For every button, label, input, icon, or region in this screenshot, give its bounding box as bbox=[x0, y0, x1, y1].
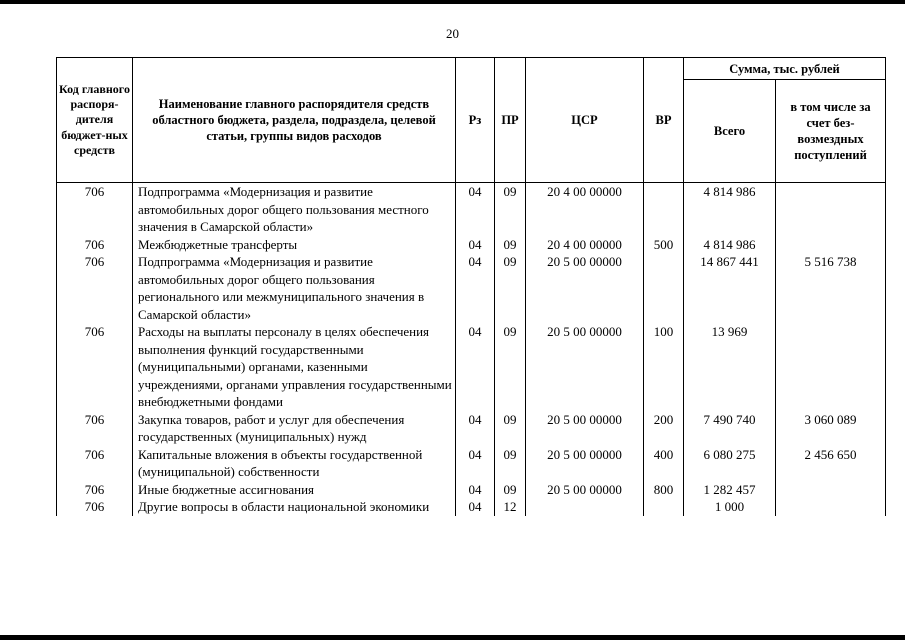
cell-total: 4 814 986 bbox=[684, 236, 776, 254]
table-row bbox=[57, 411, 886, 446]
cell-kod: 706 bbox=[57, 411, 133, 446]
header-name: Наименование главного распорядителя средств областного бюджета, раздела, подраздела, целевой статьи, группы видов расходов bbox=[133, 58, 456, 183]
bottom-border-bar bbox=[0, 635, 905, 640]
budget-table bbox=[56, 57, 886, 516]
cell-pr: 09 bbox=[495, 411, 526, 446]
table-row bbox=[57, 481, 886, 499]
cell-name: Подпрограмма «Модернизация и развитие автомобильных дорог общего пользования регионального или межмуниципального значения в Самарской области» bbox=[133, 253, 456, 323]
cell-total: 6 080 275 bbox=[684, 446, 776, 481]
table-row bbox=[57, 446, 886, 481]
header-vr: ВР bbox=[644, 58, 684, 183]
cell-name: Закупка товаров, работ и услуг для обеспечения государственных (муниципальных) нужд bbox=[133, 411, 456, 446]
cell-bez bbox=[776, 481, 886, 499]
cell-kod: 706 bbox=[57, 183, 133, 236]
cell-vr bbox=[644, 183, 684, 236]
cell-total: 14 867 441 bbox=[684, 253, 776, 323]
cell-pr: 09 bbox=[495, 446, 526, 481]
cell-vr bbox=[644, 253, 684, 323]
header-pr: ПР bbox=[495, 58, 526, 183]
cell-kod: 706 bbox=[57, 253, 133, 323]
cell-pr: 09 bbox=[495, 481, 526, 499]
cell-bez bbox=[776, 323, 886, 411]
cell-name: Подпрограмма «Модернизация и развитие автомобильных дорог общего пользования местного значения в Самарской области» bbox=[133, 183, 456, 236]
cell-bez: 5 516 738 bbox=[776, 253, 886, 323]
cell-kod: 706 bbox=[57, 481, 133, 499]
cell-kod: 706 bbox=[57, 236, 133, 254]
cell-csr: 20 5 00 00000 bbox=[526, 446, 644, 481]
cell-csr: 20 5 00 00000 bbox=[526, 253, 644, 323]
cell-rz: 04 bbox=[456, 236, 495, 254]
header-csr: ЦСР bbox=[526, 58, 644, 183]
cell-pr: 09 bbox=[495, 323, 526, 411]
cell-name: Другие вопросы в области национальной экономики bbox=[133, 498, 456, 516]
cell-vr bbox=[644, 498, 684, 516]
cell-name: Капитальные вложения в объекты государственной (муниципальной) собственности bbox=[133, 446, 456, 481]
cell-name: Иные бюджетные ассигнования bbox=[133, 481, 456, 499]
cell-vr: 100 bbox=[644, 323, 684, 411]
cell-total: 7 490 740 bbox=[684, 411, 776, 446]
table-row bbox=[57, 323, 886, 411]
cell-pr: 09 bbox=[495, 183, 526, 236]
cell-rz: 04 bbox=[456, 481, 495, 499]
cell-pr: 09 bbox=[495, 253, 526, 323]
cell-total: 1 000 bbox=[684, 498, 776, 516]
cell-pr: 09 bbox=[495, 236, 526, 254]
cell-vr: 200 bbox=[644, 411, 684, 446]
cell-total: 13 969 bbox=[684, 323, 776, 411]
cell-csr: 20 5 00 00000 bbox=[526, 411, 644, 446]
cell-bez bbox=[776, 498, 886, 516]
cell-rz: 04 bbox=[456, 446, 495, 481]
cell-name: Межбюджетные трансферты bbox=[133, 236, 456, 254]
cell-pr: 12 bbox=[495, 498, 526, 516]
table-header bbox=[57, 58, 886, 183]
cell-bez bbox=[776, 183, 886, 236]
cell-total: 1 282 457 bbox=[684, 481, 776, 499]
header-bez: в том числе за счет без-возмездных поступлений bbox=[776, 80, 886, 183]
table-row bbox=[57, 183, 886, 236]
cell-vr: 800 bbox=[644, 481, 684, 499]
cell-vr: 400 bbox=[644, 446, 684, 481]
cell-total: 4 814 986 bbox=[684, 183, 776, 236]
cell-rz: 04 bbox=[456, 323, 495, 411]
cell-bez: 3 060 089 bbox=[776, 411, 886, 446]
cell-rz: 04 bbox=[456, 253, 495, 323]
cell-csr: 20 5 00 00000 bbox=[526, 481, 644, 499]
table-row bbox=[57, 236, 886, 254]
cell-csr: 20 4 00 00000 bbox=[526, 236, 644, 254]
table-row bbox=[57, 498, 886, 516]
cell-rz: 04 bbox=[456, 183, 495, 236]
table-row bbox=[57, 253, 886, 323]
cell-kod: 706 bbox=[57, 498, 133, 516]
header-sum-group: Сумма, тыс. рублей bbox=[684, 58, 886, 80]
page-number: 20 bbox=[446, 26, 459, 41]
cell-rz: 04 bbox=[456, 498, 495, 516]
table-body bbox=[57, 183, 886, 516]
header-total: Всего bbox=[684, 80, 776, 183]
cell-csr: 20 4 00 00000 bbox=[526, 183, 644, 236]
top-border-bar bbox=[0, 0, 905, 4]
cell-bez bbox=[776, 236, 886, 254]
cell-vr: 500 bbox=[644, 236, 684, 254]
cell-kod: 706 bbox=[57, 446, 133, 481]
cell-kod: 706 bbox=[57, 323, 133, 411]
cell-rz: 04 bbox=[456, 411, 495, 446]
header-kod: Код главного распоря-дителя бюджет-ных средств bbox=[57, 58, 133, 183]
cell-bez: 2 456 650 bbox=[776, 446, 886, 481]
cell-csr bbox=[526, 498, 644, 516]
cell-csr: 20 5 00 00000 bbox=[526, 323, 644, 411]
cell-name: Расходы на выплаты персоналу в целях обеспечения выполнения функций государственными (муниципальными) органами, казенными учреждениями, органами управления государственными внебюджетными фондами bbox=[133, 323, 456, 411]
header-rz: Рз bbox=[456, 58, 495, 183]
